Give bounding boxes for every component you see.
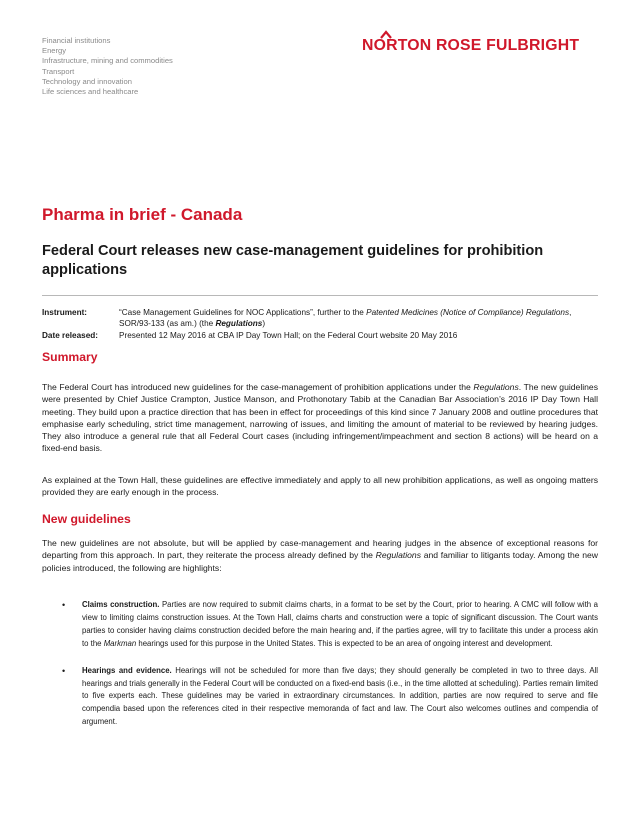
- summary-paragraph: [42, 381, 598, 455]
- bullet-lead: Claims construction.: [82, 600, 160, 609]
- instrument-italic: Patented Medicines (Notice of Compliance) Regulations: [366, 308, 570, 317]
- guidelines-bullet-list: [42, 599, 598, 743]
- bullet-text: hearings used for this purpose in the United States. This is expected to be an area of ongoing interest and development.: [136, 638, 553, 648]
- date-value: Presented 12 May 2016 at CBA IP Day Town Hall; on the Federal Court website 20 May 2016: [119, 330, 458, 340]
- instrument-text: ): [262, 318, 266, 328]
- divider: [42, 295, 598, 296]
- sector-item: Transport: [42, 66, 75, 76]
- list-item: [42, 599, 598, 651]
- instrument-bold-italic: Regulations: [215, 318, 263, 328]
- sector-list: [42, 36, 173, 97]
- sector-item: Energy: [42, 46, 67, 56]
- bullet-lead: Hearings and evidence.: [82, 665, 172, 675]
- paragraph-italic: Regulations: [375, 550, 422, 561]
- page-subtitle: Federal Court releases new case-management guidelines for prohibition applications: [42, 243, 544, 278]
- page-title: Pharma in brief - Canada: [42, 205, 243, 224]
- instrument-value: [119, 308, 597, 330]
- instrument-text: , SOR/93-133 (as am.) (the: [119, 308, 572, 328]
- guidelines-paragraph: [42, 537, 598, 574]
- list-item: [42, 665, 598, 730]
- date-label: Date released:: [42, 330, 98, 340]
- metadata-table: [42, 308, 597, 342]
- bullet-text: Parties are now required to submit claims charts, in a format to be set by the Court, prior to hearing. A CMC will follow with a view to limiting claims construction issues. At the Town Hall, claims charts and construction were a topic of significant discussion. The Court wants parties to consider having claims construction decided before the main hearing and, if the parties agree, will try to facilitate this under a process akin to the: [82, 600, 598, 648]
- bullet-text: Hearings will not be scheduled for more than five days; they should generally be completed in two to three days. All hearings and trials generally in the Federal Court will be conducted on a fixed-end basis (i.e., in the time allotted at scheduling). Parties remain limited to five experts each. These guidelines may be varied in extraordinary circumstances. In addition, parties are now required to serve and file compendia based upon the references cited in their respective memoranda of fact and law. The Court also welcomes outlines and compendia of argument.: [82, 665, 598, 727]
- instrument-label: Instrument:: [42, 308, 88, 317]
- sector-item: Technology and innovation: [42, 76, 132, 86]
- bullet-icon: •: [62, 665, 66, 676]
- paragraph-text: The new guidelines are not absolute, but will be applied by case-management and hearing judges in the absence of exceptional reasons for departing from this approach. In part, they reiterate the process already defined by the: [42, 538, 598, 561]
- summary-heading: Summary: [42, 350, 98, 364]
- norton-rose-fulbright-logo: [362, 30, 598, 56]
- bullet-icon: •: [62, 600, 66, 610]
- instrument-row: [42, 308, 597, 330]
- new-guidelines-heading: New guidelines: [42, 512, 131, 526]
- date-row: [42, 331, 597, 342]
- instrument-text: “Case Management Guidelines for NOC Applications”, further to the: [119, 308, 367, 317]
- bullet-italic: Markman: [103, 638, 137, 648]
- summary-paragraph-2: As explained at the Town Hall, these guidelines are effective immediately and apply to all new prohibition applications, as well as ongoing matters provided they are early enough in the process.: [42, 475, 598, 498]
- sector-item: Financial institutions: [42, 36, 111, 45]
- paragraph-italic: Regulations: [473, 382, 519, 392]
- paragraph-text: The Federal Court has introduced new guidelines for the case-management of prohibition applications under the: [42, 382, 474, 392]
- paragraph-text: and familiar to litigants today. Among the new policies introduced, the following are highlights:: [42, 550, 598, 573]
- logo-text: NORTON ROSE FULBRIGHT: [362, 37, 580, 54]
- sector-item: Life sciences and healthcare: [42, 87, 139, 97]
- paragraph-text: . The new guidelines were presented by Chief Justice Crampton, Justice Manson, and Prothonotary Tabib at the Canadian Bar Association’s 2016 IP Day Town Hall meeting. They build upon a practice direction that has been in effect for proceedings of this kind since 7 January 2008 and outline procedures that emphasise early scheduling, strict time management, narrowing of issues, and limiting the amount of material to be reviewed by hearing judges. They also introduce a general rule that all Federal Court cases (including infringement/impeachment and section 8 actions) will be heard on a fixed-end basis.: [42, 382, 599, 454]
- sector-item: Infrastructure, mining and commodities: [42, 56, 173, 66]
